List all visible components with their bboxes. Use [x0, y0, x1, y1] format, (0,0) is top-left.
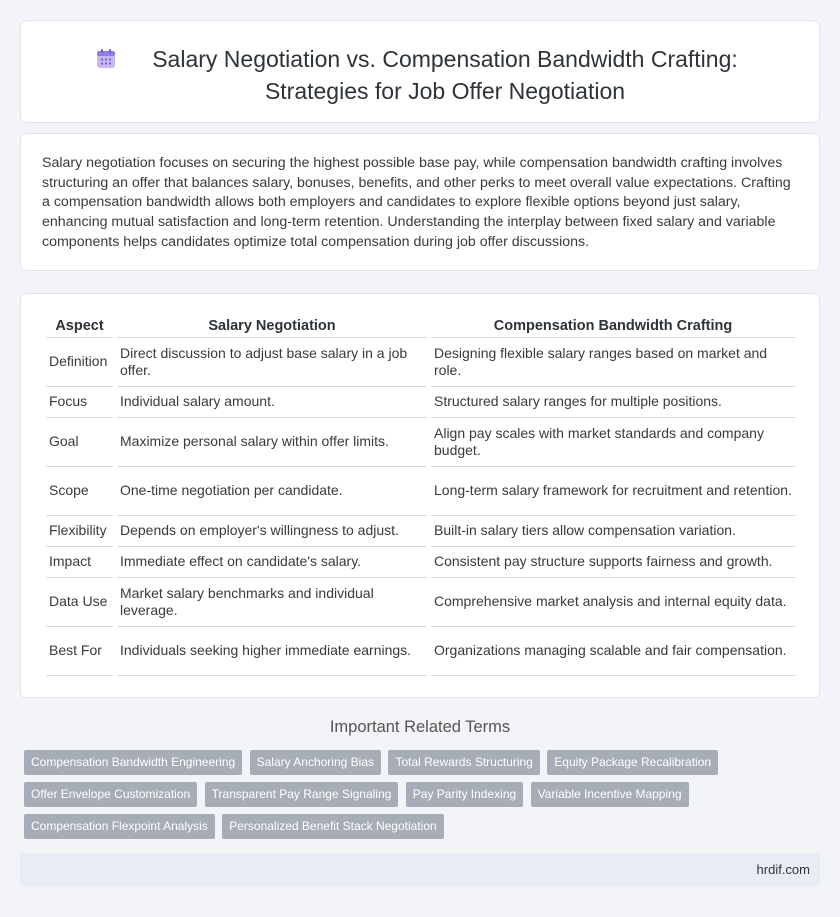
table-row — [46, 338, 795, 387]
aspect-cell: Scope — [46, 467, 113, 516]
column-header-compensation-bandwidth: Compensation Bandwidth Crafting — [431, 314, 795, 338]
aspect-cell: Definition — [46, 338, 113, 387]
aspect-cell: Goal — [46, 418, 113, 467]
aspect-cell: Data Use — [46, 578, 113, 627]
page-title — [111, 43, 779, 107]
table-row — [46, 627, 795, 676]
related-terms-heading: Important Related Terms — [329, 718, 511, 736]
related-terms-list — [24, 750, 824, 846]
aspect-cell: Focus — [46, 387, 113, 418]
title-line-1: Salary Negotiation vs. Compensation Bandwidth Crafting: — [152, 46, 738, 72]
bandwidth-cell: Structured salary ranges for multiple positions. — [431, 387, 795, 418]
intro-card — [20, 133, 820, 271]
intro-paragraph: Salary negotiation focuses on securing the highest possible base pay, while compensation bandwidth crafting involves structuring an offer that balances salary, bonuses, benefits, and other perks to meet overall value expectations. Crafting a compensation bandwidth allows both employers and candidates to explore flexible options beyond just salary, enhancing mutual satisfaction and long-term retention. Understanding the interplay between fixed salary and variable components helps candidates optimize total compensation during job offer discussions. — [42, 155, 791, 250]
salary-cell: Direct discussion to adjust base salary in a job offer. — [117, 338, 427, 387]
related-term-tag[interactable]: Personalized Benefit Stack Negotiation — [222, 814, 443, 839]
related-term-tag[interactable]: Compensation Bandwidth Engineering — [24, 750, 242, 775]
salary-cell: Individuals seeking higher immediate earnings. — [117, 627, 427, 676]
aspect-cell: Flexibility — [46, 516, 113, 547]
related-term-tag[interactable]: Total Rewards Structuring — [388, 750, 539, 775]
terms-row — [24, 750, 824, 782]
aspect-cell: Impact — [46, 547, 113, 578]
table-header-row — [46, 314, 795, 338]
table-row — [46, 516, 795, 547]
related-term-tag[interactable]: Compensation Flexpoint Analysis — [24, 814, 215, 839]
bandwidth-cell: Long-term salary framework for recruitment and retention. — [431, 467, 795, 516]
table-row — [46, 578, 795, 627]
aspect-cell: Best For — [46, 627, 113, 676]
related-term-tag[interactable]: Equity Package Recalibration — [547, 750, 718, 775]
bandwidth-cell: Align pay scales with market standards and company budget. — [431, 418, 795, 467]
salary-cell: Individual salary amount. — [117, 387, 427, 418]
table-row — [46, 387, 795, 418]
salary-cell: One-time negotiation per candidate. — [117, 467, 427, 516]
title-line-2: Strategies for Job Offer Negotiation — [264, 78, 626, 104]
related-term-tag[interactable]: Variable Incentive Mapping — [531, 782, 689, 807]
related-term-tag[interactable]: Pay Parity Indexing — [406, 782, 523, 807]
salary-cell: Maximize personal salary within offer limits. — [117, 418, 427, 467]
table-row — [46, 467, 795, 516]
comparison-table — [42, 314, 799, 676]
related-term-tag[interactable]: Salary Anchoring Bias — [250, 750, 381, 775]
terms-row — [24, 814, 824, 846]
terms-row — [24, 782, 824, 814]
comparison-card — [20, 293, 820, 698]
salary-cell: Market salary benchmarks and individual leverage. — [117, 578, 427, 627]
footer-bar — [20, 853, 820, 886]
table-row — [46, 547, 795, 578]
bandwidth-cell: Organizations managing scalable and fair compensation. — [431, 627, 795, 676]
salary-cell: Immediate effect on candidate's salary. — [117, 547, 427, 578]
column-header-aspect: Aspect — [46, 314, 113, 338]
related-term-tag[interactable]: Transparent Pay Range Signaling — [205, 782, 399, 807]
bandwidth-cell: Comprehensive market analysis and internal equity data. — [431, 578, 795, 627]
table-row — [46, 418, 795, 467]
bandwidth-cell: Built-in salary tiers allow compensation variation. — [431, 516, 795, 547]
bandwidth-cell: Consistent pay structure supports fairness and growth. — [431, 547, 795, 578]
bandwidth-cell: Designing flexible salary ranges based on market and role. — [431, 338, 795, 387]
related-term-tag[interactable]: Offer Envelope Customization — [24, 782, 197, 807]
column-header-salary-negotiation: Salary Negotiation — [117, 314, 427, 338]
footer-site-link[interactable]: hrdif.com — [756, 862, 810, 877]
salary-cell: Depends on employer's willingness to adjust. — [117, 516, 427, 547]
title-card — [20, 20, 820, 123]
